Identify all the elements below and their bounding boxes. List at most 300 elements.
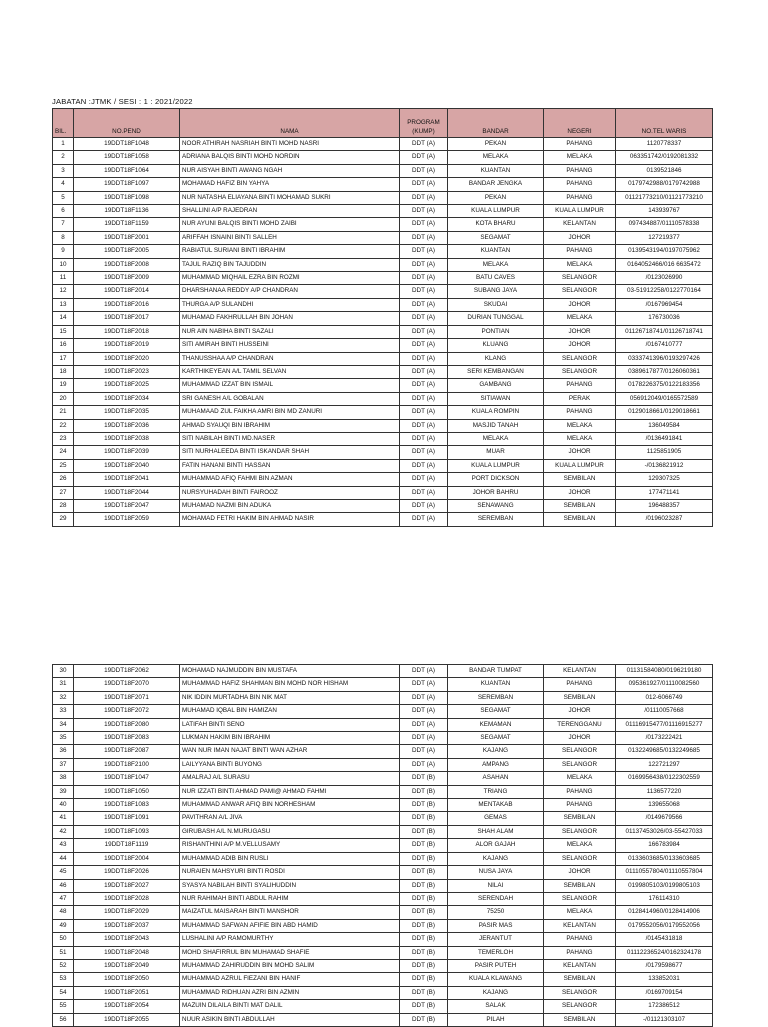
cell-no-pend: 19DDT18F2070 — [74, 678, 180, 691]
cell-nama: MUHAMMAD RIDHUAN AZRI BIN AZMIN — [180, 986, 400, 999]
table-row — [53, 352, 713, 365]
cell-no-pend: 19DDT18F2038 — [74, 432, 180, 445]
cell-bandar: JERANTUT — [448, 933, 544, 946]
cell-bil: 50 — [53, 933, 74, 946]
cell-no-tel: 0389617877/0126060361 — [616, 365, 713, 378]
cell-program: DDT (A) — [400, 745, 448, 758]
cell-bandar: MENTAKAB — [448, 799, 544, 812]
cell-negeri: SELANGOR — [544, 758, 616, 771]
table-row — [53, 718, 713, 731]
cell-bandar: DURIAN TUNGGAL — [448, 312, 544, 325]
cell-program: DDT (B) — [400, 772, 448, 785]
cell-no-tel: 1125851905 — [616, 446, 713, 459]
table-row — [53, 151, 713, 164]
cell-program: DDT (A) — [400, 678, 448, 691]
cell-bandar: PONTIAN — [448, 325, 544, 338]
cell-bil: 53 — [53, 973, 74, 986]
cell-nama: NURAIEN MAHSYURI BINTI ROSDI — [180, 866, 400, 879]
cell-program: DDT (A) — [400, 379, 448, 392]
cell-nama: RABIATUL SURIANI BINTI IBRAHIM — [180, 245, 400, 258]
cell-negeri: PAHANG — [544, 678, 616, 691]
cell-nama: SITI NABILAH BINTI MD.NASER — [180, 432, 400, 445]
table-row — [53, 473, 713, 486]
cell-program: DDT (A) — [400, 406, 448, 419]
cell-no-pend: 19DDT18F2047 — [74, 499, 180, 512]
cell-bil: 38 — [53, 772, 74, 785]
col-header-nama: NAMA — [180, 109, 400, 138]
table-row — [53, 933, 713, 946]
cell-nama: MUHAMMAD AZRUL FIEZANI BIN HANIF — [180, 973, 400, 986]
table-row — [53, 392, 713, 405]
cell-bandar: KLUANG — [448, 339, 544, 352]
table-row — [53, 486, 713, 499]
cell-no-tel: 0199805103/0199805103 — [616, 879, 713, 892]
table-row — [53, 218, 713, 231]
cell-no-pend: 19DDT18F1050 — [74, 785, 180, 798]
cell-no-pend: 19DDT18F2008 — [74, 258, 180, 271]
cell-negeri: TERENGGANU — [544, 718, 616, 731]
cell-bandar: GEMAS — [448, 812, 544, 825]
cell-no-tel: 0129018661/0129018661 — [616, 406, 713, 419]
cell-negeri: SELANGOR — [544, 745, 616, 758]
cell-no-tel: 012-6066749 — [616, 691, 713, 704]
cell-no-tel: 01110557804/01110557804 — [616, 866, 713, 879]
cell-program: DDT (A) — [400, 691, 448, 704]
cell-bandar: KUANTAN — [448, 245, 544, 258]
cell-bil: 33 — [53, 705, 74, 718]
cell-bandar: PASIR MAS — [448, 919, 544, 932]
cell-nama: SYASYA NABILAH BINTI SYALIHUDDIN — [180, 879, 400, 892]
cell-no-tel: /0136491841 — [616, 432, 713, 445]
cell-negeri: SELANGOR — [544, 352, 616, 365]
cell-no-tel: 0133603685/0133603685 — [616, 852, 713, 865]
cell-nama: MUHAMAD NAZMI BIN ADUKA — [180, 499, 400, 512]
cell-no-tel: 1120778337 — [616, 138, 713, 151]
table-row — [53, 866, 713, 879]
table-row — [53, 825, 713, 838]
cell-bil: 7 — [53, 218, 74, 231]
cell-program: DDT (A) — [400, 665, 448, 678]
cell-no-tel: /0123026990 — [616, 272, 713, 285]
cell-no-pend: 19DDT18F2040 — [74, 459, 180, 472]
cell-bil: 49 — [53, 919, 74, 932]
cell-negeri: PAHANG — [544, 138, 616, 151]
cell-nama: MOHD SHAFIRRUL BIN MUHAMAD SHAFIE — [180, 946, 400, 959]
cell-program: DDT (A) — [400, 705, 448, 718]
cell-program: DDT (A) — [400, 218, 448, 231]
cell-no-pend: 19DDT18F2055 — [74, 1013, 180, 1026]
cell-no-pend: 19DDT18F2059 — [74, 513, 180, 526]
cell-no-tel: 01121773210/01121773210 — [616, 191, 713, 204]
cell-no-pend: 19DDT18F2017 — [74, 312, 180, 325]
cell-program: DDT (B) — [400, 866, 448, 879]
cell-no-pend: 19DDT18F2049 — [74, 959, 180, 972]
cell-no-pend: 19DDT18F2026 — [74, 866, 180, 879]
cell-bandar: MASJID TANAH — [448, 419, 544, 432]
cell-program: DDT (A) — [400, 365, 448, 378]
cell-negeri: PAHANG — [544, 191, 616, 204]
cell-bandar: KLANG — [448, 352, 544, 365]
cell-negeri: KUALA LUMPUR — [544, 205, 616, 218]
cell-no-pend: 19DDT18F2028 — [74, 892, 180, 905]
cell-no-pend: 19DDT18F2020 — [74, 352, 180, 365]
table-row — [53, 879, 713, 892]
cell-bandar: SEGAMAT — [448, 705, 544, 718]
cell-bil: 26 — [53, 473, 74, 486]
table-row — [53, 164, 713, 177]
table-row — [53, 178, 713, 191]
cell-no-tel: 177471141 — [616, 486, 713, 499]
cell-bil: 24 — [53, 446, 74, 459]
cell-negeri: KELANTAN — [544, 218, 616, 231]
cell-nama: SHALLINI A/P RAJEDRAN — [180, 205, 400, 218]
cell-nama: ADRIANA BALQIS BINTI MOHD NORDIN — [180, 151, 400, 164]
cell-bandar: PORT DICKSON — [448, 473, 544, 486]
cell-nama: THANUSSHAA A/P CHANDRAN — [180, 352, 400, 365]
cell-nama: MUHAMMAD ANWAR AFIQ BIN NORHESHAM — [180, 799, 400, 812]
cell-program: DDT (A) — [400, 352, 448, 365]
cell-negeri: KELANTAN — [544, 919, 616, 932]
cell-negeri: MELAKA — [544, 432, 616, 445]
cell-no-pend: 19DDT18F2023 — [74, 365, 180, 378]
cell-no-tel: 122721297 — [616, 758, 713, 771]
cell-no-tel: 063351742/0192081332 — [616, 151, 713, 164]
cell-bil: 39 — [53, 785, 74, 798]
cell-program: DDT (A) — [400, 312, 448, 325]
table-row — [53, 705, 713, 718]
table-row — [53, 258, 713, 271]
cell-bil: 10 — [53, 258, 74, 271]
cell-negeri: PAHANG — [544, 946, 616, 959]
cell-bil: 56 — [53, 1013, 74, 1026]
cell-bandar: KAJANG — [448, 852, 544, 865]
cell-bandar: SITIAWAN — [448, 392, 544, 405]
cell-bil: 32 — [53, 691, 74, 704]
cell-program: DDT (B) — [400, 852, 448, 865]
cell-negeri: JOHOR — [544, 866, 616, 879]
cell-bil: 27 — [53, 486, 74, 499]
cell-program: DDT (A) — [400, 513, 448, 526]
cell-no-pend: 19DDT18F2043 — [74, 933, 180, 946]
cell-nama: MUHAMMAD SAFWAN AFIFIE BIN ABD HAMID — [180, 919, 400, 932]
cell-bil: 17 — [53, 352, 74, 365]
table-row — [53, 772, 713, 785]
cell-bil: 30 — [53, 665, 74, 678]
cell-bil: 42 — [53, 825, 74, 838]
cell-bandar: BATU CAVES — [448, 272, 544, 285]
table-row — [53, 339, 713, 352]
cell-negeri: MELAKA — [544, 839, 616, 852]
cell-no-tel: 0179742988/0179742988 — [616, 178, 713, 191]
cell-no-tel: /0179598677 — [616, 959, 713, 972]
cell-bandar: MELAKA — [448, 151, 544, 164]
cell-bandar: KUALA LUMPUR — [448, 459, 544, 472]
cell-bil: 55 — [53, 1000, 74, 1013]
cell-bandar: MELAKA — [448, 432, 544, 445]
cell-nama: MUHAMMAD IZZAT BIN ISMAIL — [180, 379, 400, 392]
cell-bandar: MUAR — [448, 446, 544, 459]
cell-nama: NURSYUHADAH BINTI FAIROOZ — [180, 486, 400, 499]
cell-negeri: SEMBILAN — [544, 812, 616, 825]
cell-negeri: PAHANG — [544, 164, 616, 177]
cell-bil: 46 — [53, 879, 74, 892]
cell-program: DDT (A) — [400, 191, 448, 204]
table-row — [53, 325, 713, 338]
cell-no-pend: 19DDT18F2072 — [74, 705, 180, 718]
cell-bil: 40 — [53, 799, 74, 812]
cell-program: DDT (A) — [400, 231, 448, 244]
cell-no-pend: 19DDT18F1091 — [74, 812, 180, 825]
cell-bandar: KUALA LUMPUR — [448, 205, 544, 218]
cell-program: DDT (B) — [400, 933, 448, 946]
cell-bil: 15 — [53, 325, 74, 338]
cell-bandar: KUALA KLAWANG — [448, 973, 544, 986]
cell-bandar: PILAH — [448, 1013, 544, 1026]
cell-bil: 1 — [53, 138, 74, 151]
table-row — [53, 298, 713, 311]
cell-no-tel: 0178226375/0122183356 — [616, 379, 713, 392]
cell-bandar: PEKAN — [448, 191, 544, 204]
cell-negeri: JOHOR — [544, 339, 616, 352]
cell-bandar: SEGAMAT — [448, 732, 544, 745]
cell-nama: MUHAMMAD MIQHAIL EZRA BIN ROZMI — [180, 272, 400, 285]
cell-negeri: SEMBILAN — [544, 473, 616, 486]
cell-program: DDT (A) — [400, 392, 448, 405]
cell-nama: DHARSHANAA REDDY A/P CHANDRAN — [180, 285, 400, 298]
cell-bandar: GAMBANG — [448, 379, 544, 392]
table-row — [53, 732, 713, 745]
cell-no-tel: 139655068 — [616, 799, 713, 812]
table-row — [53, 191, 713, 204]
cell-bandar: KOTA BHARU — [448, 218, 544, 231]
cell-nama: MUHAMMAD ADIB BIN RUSLI — [180, 852, 400, 865]
cell-nama: MOHAMAD HAFIZ BIN YAHYA — [180, 178, 400, 191]
cell-no-pend: 19DDT18F1047 — [74, 772, 180, 785]
cell-negeri: JOHOR — [544, 298, 616, 311]
cell-program: DDT (B) — [400, 892, 448, 905]
cell-no-pend: 19DDT18F2016 — [74, 298, 180, 311]
cell-no-tel: 196488357 — [616, 499, 713, 512]
col-header-program-label: PROGRAM — [407, 119, 440, 126]
cell-no-tel: 01116915477/01116915277 — [616, 718, 713, 731]
col-header-program — [400, 109, 448, 138]
cell-no-pend: 19DDT18F2037 — [74, 919, 180, 932]
cell-negeri: SELANGOR — [544, 825, 616, 838]
cell-bandar: JOHOR BAHRU — [448, 486, 544, 499]
table-row — [53, 138, 713, 151]
student-table-page-1 — [52, 108, 713, 527]
col-header-kump-label: (KUMP) — [412, 128, 435, 135]
cell-nama: LATIFAH BINTI SENO — [180, 718, 400, 731]
cell-bil: 4 — [53, 178, 74, 191]
cell-negeri: SEMBILAN — [544, 691, 616, 704]
cell-nama: NUR RAHIMAH BINTI ABDUL RAHIM — [180, 892, 400, 905]
cell-program: DDT (A) — [400, 758, 448, 771]
cell-negeri: SEMBILAN — [544, 513, 616, 526]
cell-program: DDT (A) — [400, 718, 448, 731]
cell-no-pend: 19DDT18F2051 — [74, 986, 180, 999]
table-row — [53, 665, 713, 678]
cell-bil: 19 — [53, 379, 74, 392]
cell-bandar: SHAH ALAM — [448, 825, 544, 838]
cell-no-tel: /0173222421 — [616, 732, 713, 745]
table-row — [53, 812, 713, 825]
cell-bandar: SERENDAH — [448, 892, 544, 905]
cell-negeri: PAHANG — [544, 245, 616, 258]
cell-no-tel: /0169709154 — [616, 986, 713, 999]
cell-negeri: PAHANG — [544, 785, 616, 798]
table-row — [53, 419, 713, 432]
cell-bandar: SALAK — [448, 1000, 544, 1013]
cell-program: DDT (A) — [400, 446, 448, 459]
cell-no-pend: 19DDT18F1083 — [74, 799, 180, 812]
cell-negeri: PAHANG — [544, 933, 616, 946]
cell-no-tel: 0333741396/0193297426 — [616, 352, 713, 365]
cell-negeri: SELANGOR — [544, 285, 616, 298]
cell-program: DDT (A) — [400, 178, 448, 191]
cell-bandar: SUBANG JAYA — [448, 285, 544, 298]
cell-bandar: SERI KEMBANGAN — [448, 365, 544, 378]
table-row — [53, 959, 713, 972]
cell-bandar: MELAKA — [448, 258, 544, 271]
table-row — [53, 839, 713, 852]
cell-no-pend: 19DDT18F2044 — [74, 486, 180, 499]
cell-program: DDT (A) — [400, 151, 448, 164]
table-row — [53, 285, 713, 298]
cell-negeri: KELANTAN — [544, 959, 616, 972]
cell-no-tel: 143939767 — [616, 205, 713, 218]
cell-nama: MUHAMAD IQBAL BIN HAMIZAN — [180, 705, 400, 718]
cell-nama: NOOR ATHIRAH NASRIAH BINTI MOHD NASRI — [180, 138, 400, 151]
table-row — [53, 906, 713, 919]
cell-bil: 2 — [53, 151, 74, 164]
cell-bil: 44 — [53, 852, 74, 865]
cell-no-tel: /0196023287 — [616, 513, 713, 526]
cell-nama: SRI GANESH A/L GOBALAN — [180, 392, 400, 405]
cell-no-tel: -/0136821912 — [616, 459, 713, 472]
cell-bandar: KAJANG — [448, 745, 544, 758]
cell-negeri: JOHOR — [544, 325, 616, 338]
cell-no-tel: 097434887/01110578338 — [616, 218, 713, 231]
student-table-page-2 — [52, 664, 713, 1027]
cell-no-pend: 19DDT18F2019 — [74, 339, 180, 352]
cell-no-pend: 19DDT18F1097 — [74, 178, 180, 191]
cell-no-pend: 19DDT18F2018 — [74, 325, 180, 338]
table-row — [53, 245, 713, 258]
cell-nama: MAZUIN DILAILA BINTI MAT DALIL — [180, 1000, 400, 1013]
cell-nama: THURGA A/P SULANDHI — [180, 298, 400, 311]
cell-bil: 48 — [53, 906, 74, 919]
cell-bandar: KEMAMAN — [448, 718, 544, 731]
cell-nama: NUR AIN NABIHA BINTI SAZALI — [180, 325, 400, 338]
cell-bandar: BANDAR TUMPAT — [448, 665, 544, 678]
cell-bandar: TRIANG — [448, 785, 544, 798]
cell-bandar: BANDAR JENGKA — [448, 178, 544, 191]
cell-program: DDT (B) — [400, 1013, 448, 1026]
cell-program: DDT (A) — [400, 164, 448, 177]
cell-program: DDT (A) — [400, 459, 448, 472]
cell-nama: NIK IDDIN MURTADHA BIN NIK MAT — [180, 691, 400, 704]
table-row — [53, 1000, 713, 1013]
table-row — [53, 745, 713, 758]
cell-negeri: SELANGOR — [544, 852, 616, 865]
cell-bil: 5 — [53, 191, 74, 204]
cell-bil: 6 — [53, 205, 74, 218]
cell-bil: 25 — [53, 459, 74, 472]
cell-no-tel: 095361927/01110082560 — [616, 678, 713, 691]
cell-no-pend: 19DDT18F2027 — [74, 879, 180, 892]
cell-no-tel: 01137453026/03-55427033 — [616, 825, 713, 838]
cell-negeri: SELANGOR — [544, 986, 616, 999]
cell-nama: MUHAMMAD ZAHIRUDDIN BIN MOHD SALIM — [180, 959, 400, 972]
cell-no-pend: 19DDT18F1093 — [74, 825, 180, 838]
cell-no-tel: /01110057668 — [616, 705, 713, 718]
cell-nama: RISHANTHINI A/P M.VELLUSAMY — [180, 839, 400, 852]
cell-bandar: KUANTAN — [448, 678, 544, 691]
cell-no-tel: 172386512 — [616, 1000, 713, 1013]
cell-bandar: PEKAN — [448, 138, 544, 151]
cell-bil: 35 — [53, 732, 74, 745]
cell-no-tel: 136049584 — [616, 419, 713, 432]
cell-bil: 31 — [53, 678, 74, 691]
cell-nama: MOHAMAD NAJMUDDIN BIN MUSTAFA — [180, 665, 400, 678]
table-header-row — [53, 109, 713, 138]
cell-program: DDT (B) — [400, 785, 448, 798]
cell-nama: NUUR ASIKIN BINTI ABDULLAH — [180, 1013, 400, 1026]
cell-program: DDT (A) — [400, 325, 448, 338]
cell-bil: 36 — [53, 745, 74, 758]
cell-no-tel: /0167410777 — [616, 339, 713, 352]
cell-no-pend: 19DDT18F2050 — [74, 973, 180, 986]
table-row — [53, 513, 713, 526]
department-session-caption: JABATAN :JTMK / SESI : 1 : 2021/2022 — [52, 97, 193, 106]
cell-negeri: SEMBILAN — [544, 879, 616, 892]
cell-negeri: SELANGOR — [544, 892, 616, 905]
cell-no-tel: 0164052466/016 6635472 — [616, 258, 713, 271]
cell-bil: 8 — [53, 231, 74, 244]
table-row — [53, 379, 713, 392]
cell-bil: 54 — [53, 986, 74, 999]
cell-nama: LAILYYANA BINTI BUYONG — [180, 758, 400, 771]
cell-no-tel: 0169956438/0122302559 — [616, 772, 713, 785]
cell-nama: SITI NURHALEEDA BINTI ISKANDAR SHAH — [180, 446, 400, 459]
cell-no-pend: 19DDT18F2005 — [74, 245, 180, 258]
cell-nama: MUHAMMAD AFIQ FAHMI BIN AZMAN — [180, 473, 400, 486]
cell-nama: SITI AMIRAH BINTI HUSSEINI — [180, 339, 400, 352]
cell-nama: TAJUL RAZIQ BIN TAJUDDIN — [180, 258, 400, 271]
cell-program: DDT (B) — [400, 973, 448, 986]
cell-nama: AHMAD SYAUQI BIN IBRAHIM — [180, 419, 400, 432]
cell-no-tel: 176114310 — [616, 892, 713, 905]
cell-no-pend: 19DDT18F2025 — [74, 379, 180, 392]
cell-negeri: JOHOR — [544, 732, 616, 745]
cell-bil: 45 — [53, 866, 74, 879]
cell-program: DDT (B) — [400, 986, 448, 999]
cell-bil: 21 — [53, 406, 74, 419]
cell-bandar: TEMERLOH — [448, 946, 544, 959]
cell-program: DDT (A) — [400, 432, 448, 445]
cell-no-pend: 19DDT18F2062 — [74, 665, 180, 678]
cell-program: DDT (B) — [400, 946, 448, 959]
cell-bandar: SEGAMAT — [448, 231, 544, 244]
cell-negeri: PAHANG — [544, 379, 616, 392]
cell-program: DDT (A) — [400, 298, 448, 311]
cell-bandar: SEREMBAN — [448, 513, 544, 526]
cell-bandar: NUSA JAYA — [448, 866, 544, 879]
cell-nama: ARIFFAH ISNAINI BINTI SALLEH — [180, 231, 400, 244]
cell-no-pend: 19DDT18F2080 — [74, 718, 180, 731]
table-row — [53, 758, 713, 771]
